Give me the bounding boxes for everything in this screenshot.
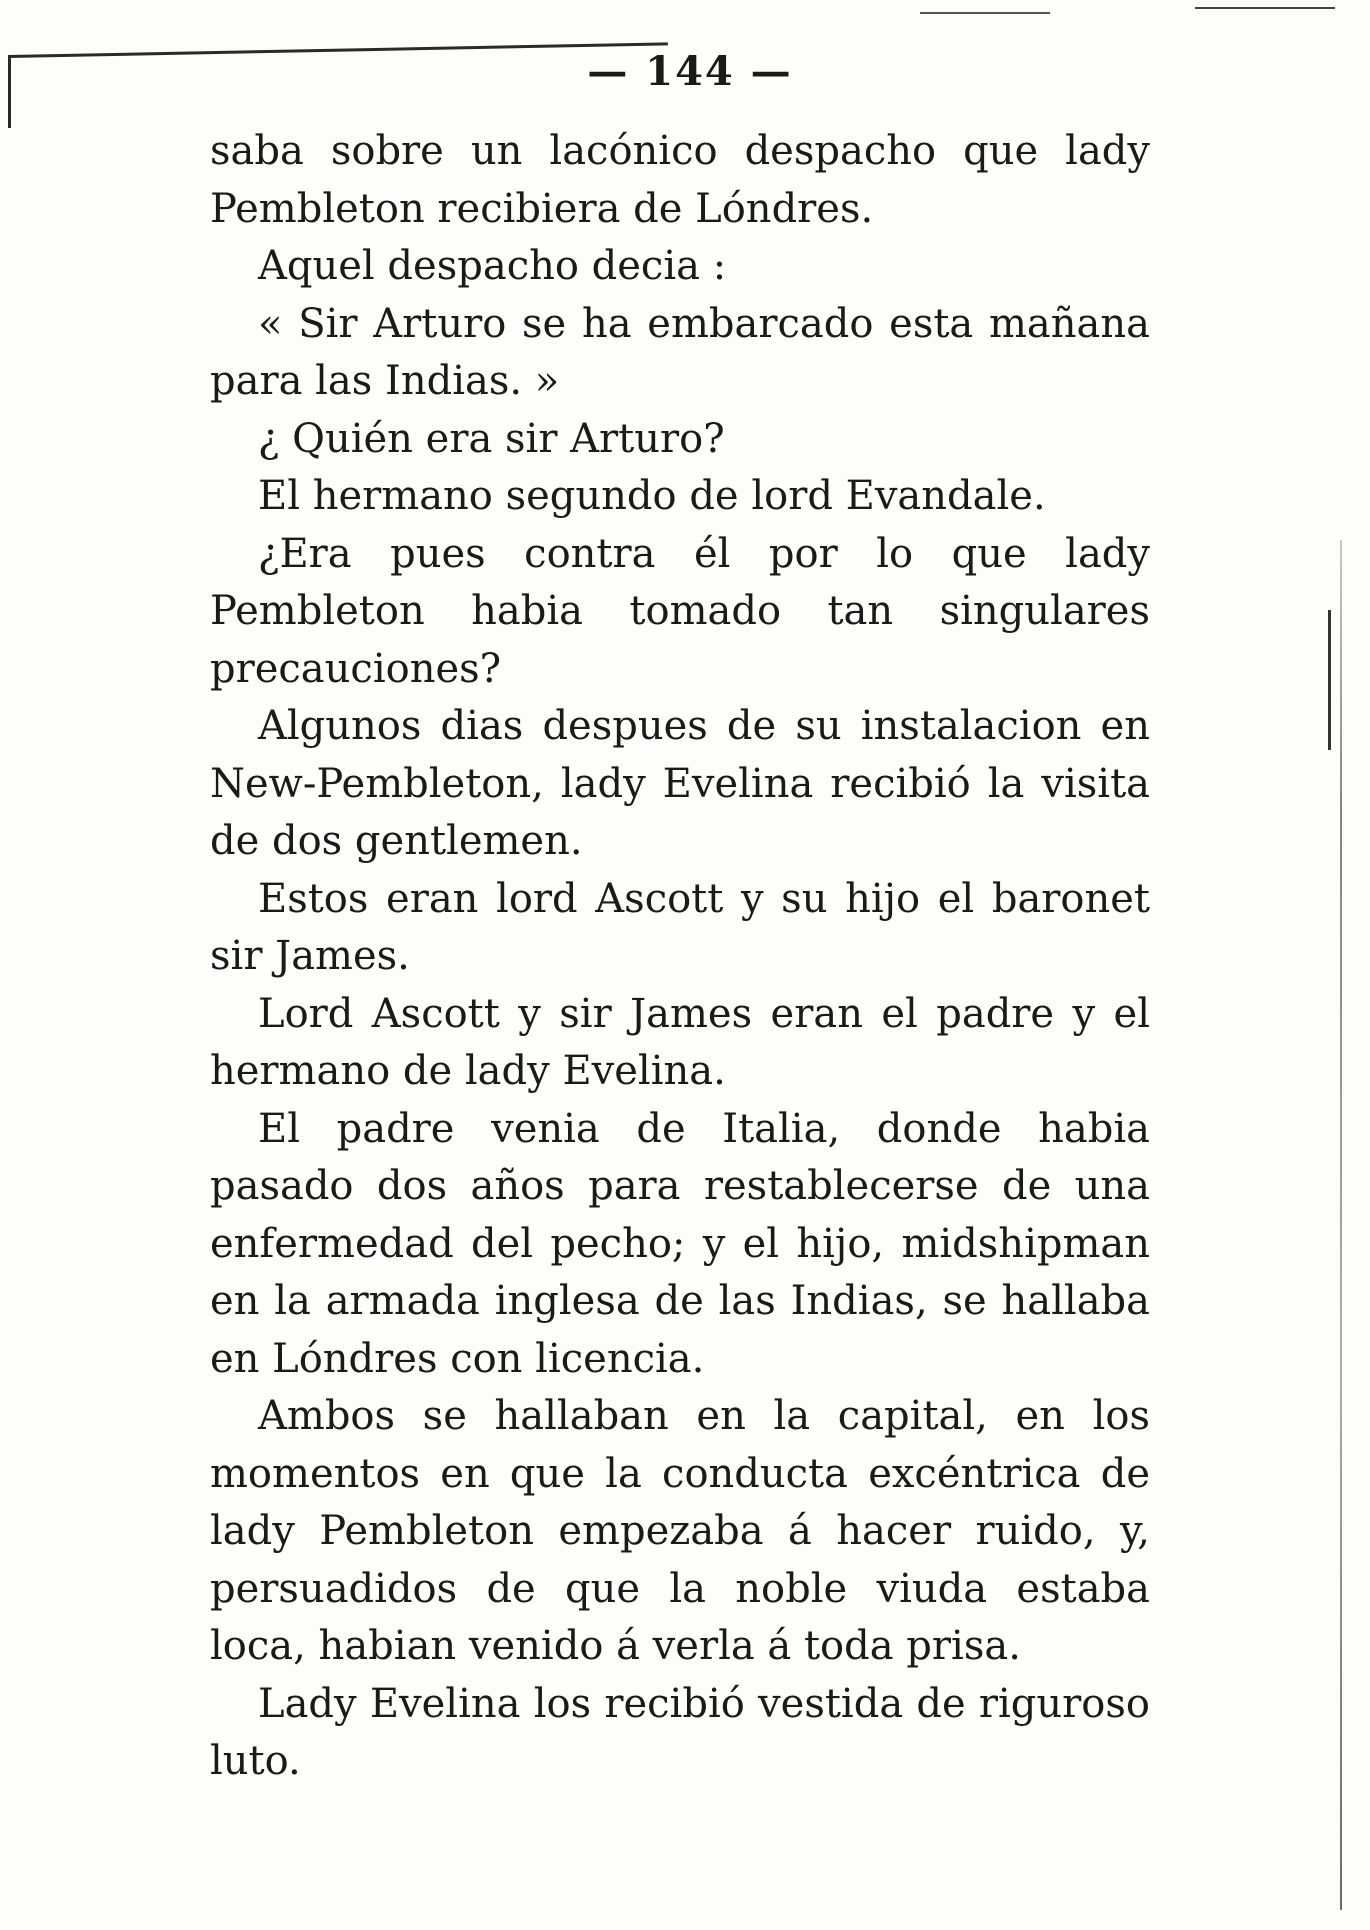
paragraph: Lady Evelina los recibió vestida de riguroso luto. (210, 1680, 1150, 1784)
page-number: — 144 — (587, 48, 793, 95)
paragraph: ¿Era pues contra él por lo que lady Pembleton habia tomado tan singulares precauciones? (210, 530, 1150, 692)
page-edge-mark (1328, 610, 1331, 750)
paragraph: Lord Ascott y sir James eran el padre y el hermano de lady Evelina. (210, 990, 1150, 1094)
paragraph: ¿ Quién era sir Arturo? (258, 415, 725, 462)
paragraph: Algunos dias despues de su instalacion en New-Pembleton, lady Evelina recibió la visita de dos gentlemen. (210, 703, 1150, 864)
page-edge-shadow (1340, 540, 1342, 1910)
paragraph: Estos eran lord Ascott y su hijo el baronet sir James. (210, 875, 1150, 979)
paragraph: El hermano segundo de lord Evandale. (258, 473, 1046, 519)
paragraph: saba sobre un lacónico despacho que lady Pembleton recibiera de Lóndres. (210, 128, 1150, 232)
paragraph: El padre venia de Italia, donde habia pasado dos años para restablecerse de una enfermedad del pecho; y el hijo, midshipman en la armada inglesa de las Indias, se hallaba en Lóndres con licencia. (210, 1105, 1150, 1382)
scan-rule-line-mid (920, 12, 1050, 14)
scan-rule-hook (8, 58, 11, 128)
body-text (210, 123, 1150, 1791)
scan-rule-line-right (1195, 7, 1335, 9)
paragraph: Aquel despacho decia : (258, 243, 727, 289)
paragraph: « Sir Arturo se ha embarcado esta mañana para las Indias. » (210, 300, 1150, 404)
paragraph: Ambos se hallaban en la capital, en los momentos en que la conducta excéntrica de lady Pembleton empezaba á hacer ruido, y, persuadidos de que la noble viuda estaba loca, habian venido á verla á toda prisa. (210, 1393, 1150, 1669)
